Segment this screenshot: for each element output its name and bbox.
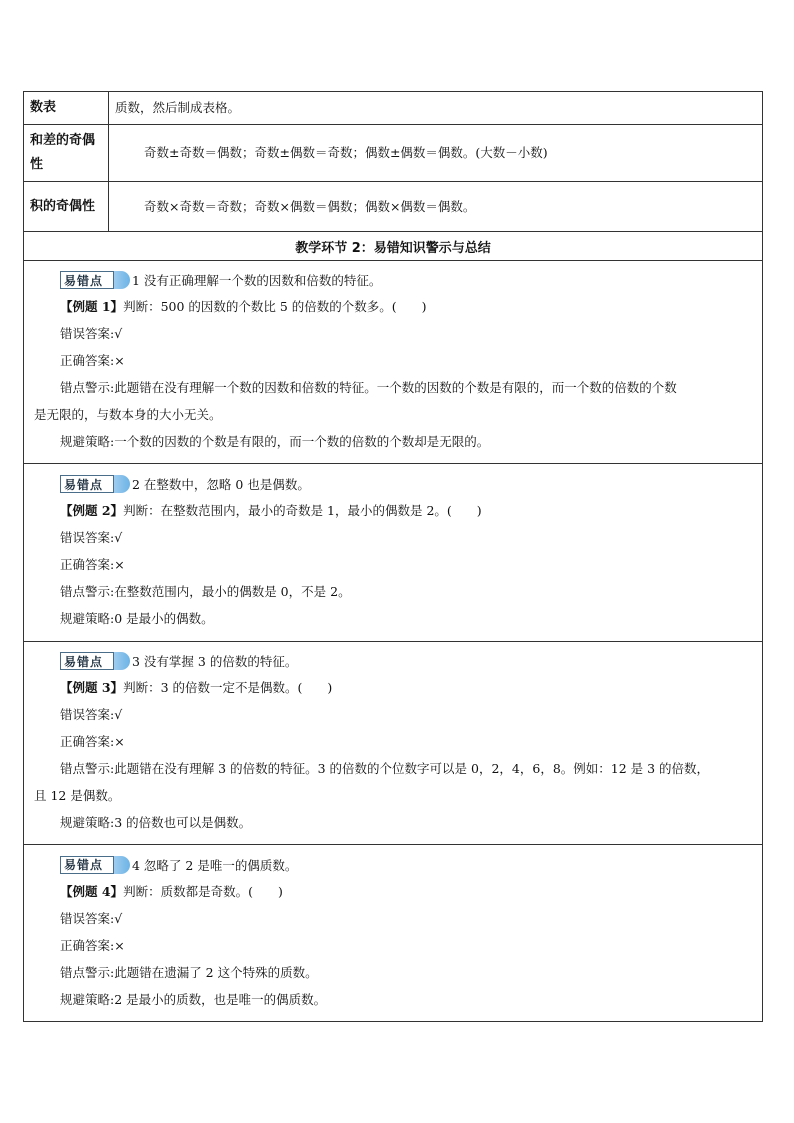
example-line bbox=[34, 878, 752, 905]
example-text: 判断：500 的因数的个数比 5 的倍数的个数多。( ) bbox=[123, 299, 427, 314]
table-row bbox=[24, 182, 763, 232]
example-line bbox=[34, 674, 752, 701]
example-label: 【例题 2】 bbox=[60, 503, 124, 518]
example-text: 判断：质数都是奇数。( ) bbox=[123, 883, 283, 899]
example-label: 【例题 1】 bbox=[60, 299, 124, 314]
row-text-product-parity: 奇数×奇数＝奇数；奇数×偶数＝偶数；偶数×偶数＝偶数。 bbox=[109, 182, 763, 232]
correct-answer: 正确答案:× bbox=[60, 353, 125, 368]
avoid-strategy: 规避策略:一个数的因数的个数是有限的，而一个数的倍数的个数却是无限的。 bbox=[60, 434, 490, 449]
wrong-answer: 错误答案:√ bbox=[60, 910, 123, 926]
wrong-answer: 错误答案:√ bbox=[60, 530, 123, 545]
example-line bbox=[34, 293, 752, 320]
row-label-sum-diff-parity: 和差的奇偶性 bbox=[24, 125, 109, 182]
error-block-4 bbox=[24, 845, 763, 1022]
example-label: 【例题 4】 bbox=[60, 883, 124, 899]
avoid-strategy: 规避策略:2 是最小的质数，也是唯一的偶质数。 bbox=[60, 991, 327, 1007]
table-row bbox=[24, 92, 763, 125]
error-warning: 错点警示:此题错在没有理解一个数的因数和倍数的特征。一个数的因数的个数是有限的，而一个数的倍数的个数 是无限的，与数本身的大小无关。 bbox=[34, 380, 677, 422]
example-text: 判断：3 的倍数一定不是偶数。( ) bbox=[123, 680, 333, 695]
error-warning: 错点警示:此题错在没有理解 3 的倍数的特征。3 的倍数的个位数字可以是 0，2，4，6，8。例如：12 是 3 的倍数， 且 12 是偶数。 bbox=[34, 761, 710, 803]
error-block-1 bbox=[24, 261, 763, 464]
error-point-title: 4 忽略了 2 是唯一的偶质数。 bbox=[132, 857, 298, 873]
avoid-strategy: 规避策略:0 是最小的偶数。 bbox=[60, 611, 214, 626]
correct-answer: 正确答案:× bbox=[60, 734, 125, 749]
wrong-answer: 错误答案:√ bbox=[60, 707, 123, 722]
error-warning: 错点警示:在整数范围内，最小的偶数是 0，不是 2。 bbox=[60, 584, 351, 599]
row-text-prime-table: 质数，然后制成表格。 bbox=[109, 92, 763, 125]
correct-answer: 正确答案:× bbox=[60, 937, 125, 953]
error-point-header bbox=[34, 267, 752, 293]
error-point-badge: 易错点 bbox=[60, 475, 130, 493]
error-point-badge: 易错点 bbox=[60, 652, 130, 670]
example-label: 【例题 3】 bbox=[60, 680, 124, 695]
table-row bbox=[24, 232, 763, 261]
row-text-sum-diff-parity: 奇数±奇数＝偶数；奇数±偶数＝奇数；偶数±偶数＝偶数。(大数－小数) bbox=[109, 125, 763, 182]
row-label-product-parity: 积的奇偶性 bbox=[24, 182, 109, 232]
section-title: 教学环节 2：易错知识警示与总结 bbox=[24, 232, 763, 261]
error-block-3 bbox=[24, 642, 763, 845]
error-point-title: 2 在整数中，忽略 0 也是偶数。 bbox=[132, 477, 310, 492]
error-point-title: 1 没有正确理解一个数的因数和倍数的特征。 bbox=[132, 273, 382, 288]
error-point-badge: 易错点 bbox=[60, 271, 130, 289]
error-warning: 错点警示:此题错在遗漏了 2 这个特殊的质数。 bbox=[60, 964, 318, 980]
example-line bbox=[34, 497, 752, 524]
correct-answer: 正确答案:× bbox=[60, 557, 125, 572]
example-text: 判断：在整数范围内，最小的奇数是 1，最小的偶数是 2。( ) bbox=[123, 503, 482, 518]
content-table bbox=[23, 91, 763, 1022]
row-label-prime-table: 数表 bbox=[24, 92, 109, 125]
error-point-header bbox=[34, 648, 752, 674]
table-row bbox=[24, 125, 763, 182]
error-point-badge: 易错点 bbox=[60, 856, 130, 874]
wrong-answer: 错误答案:√ bbox=[60, 326, 123, 341]
error-point-title: 3 没有掌握 3 的倍数的特征。 bbox=[132, 654, 298, 669]
error-block-2 bbox=[24, 464, 763, 642]
avoid-strategy: 规避策略:3 的倍数也可以是偶数。 bbox=[60, 815, 252, 830]
error-point-header bbox=[34, 471, 752, 497]
error-point-header bbox=[34, 852, 752, 878]
